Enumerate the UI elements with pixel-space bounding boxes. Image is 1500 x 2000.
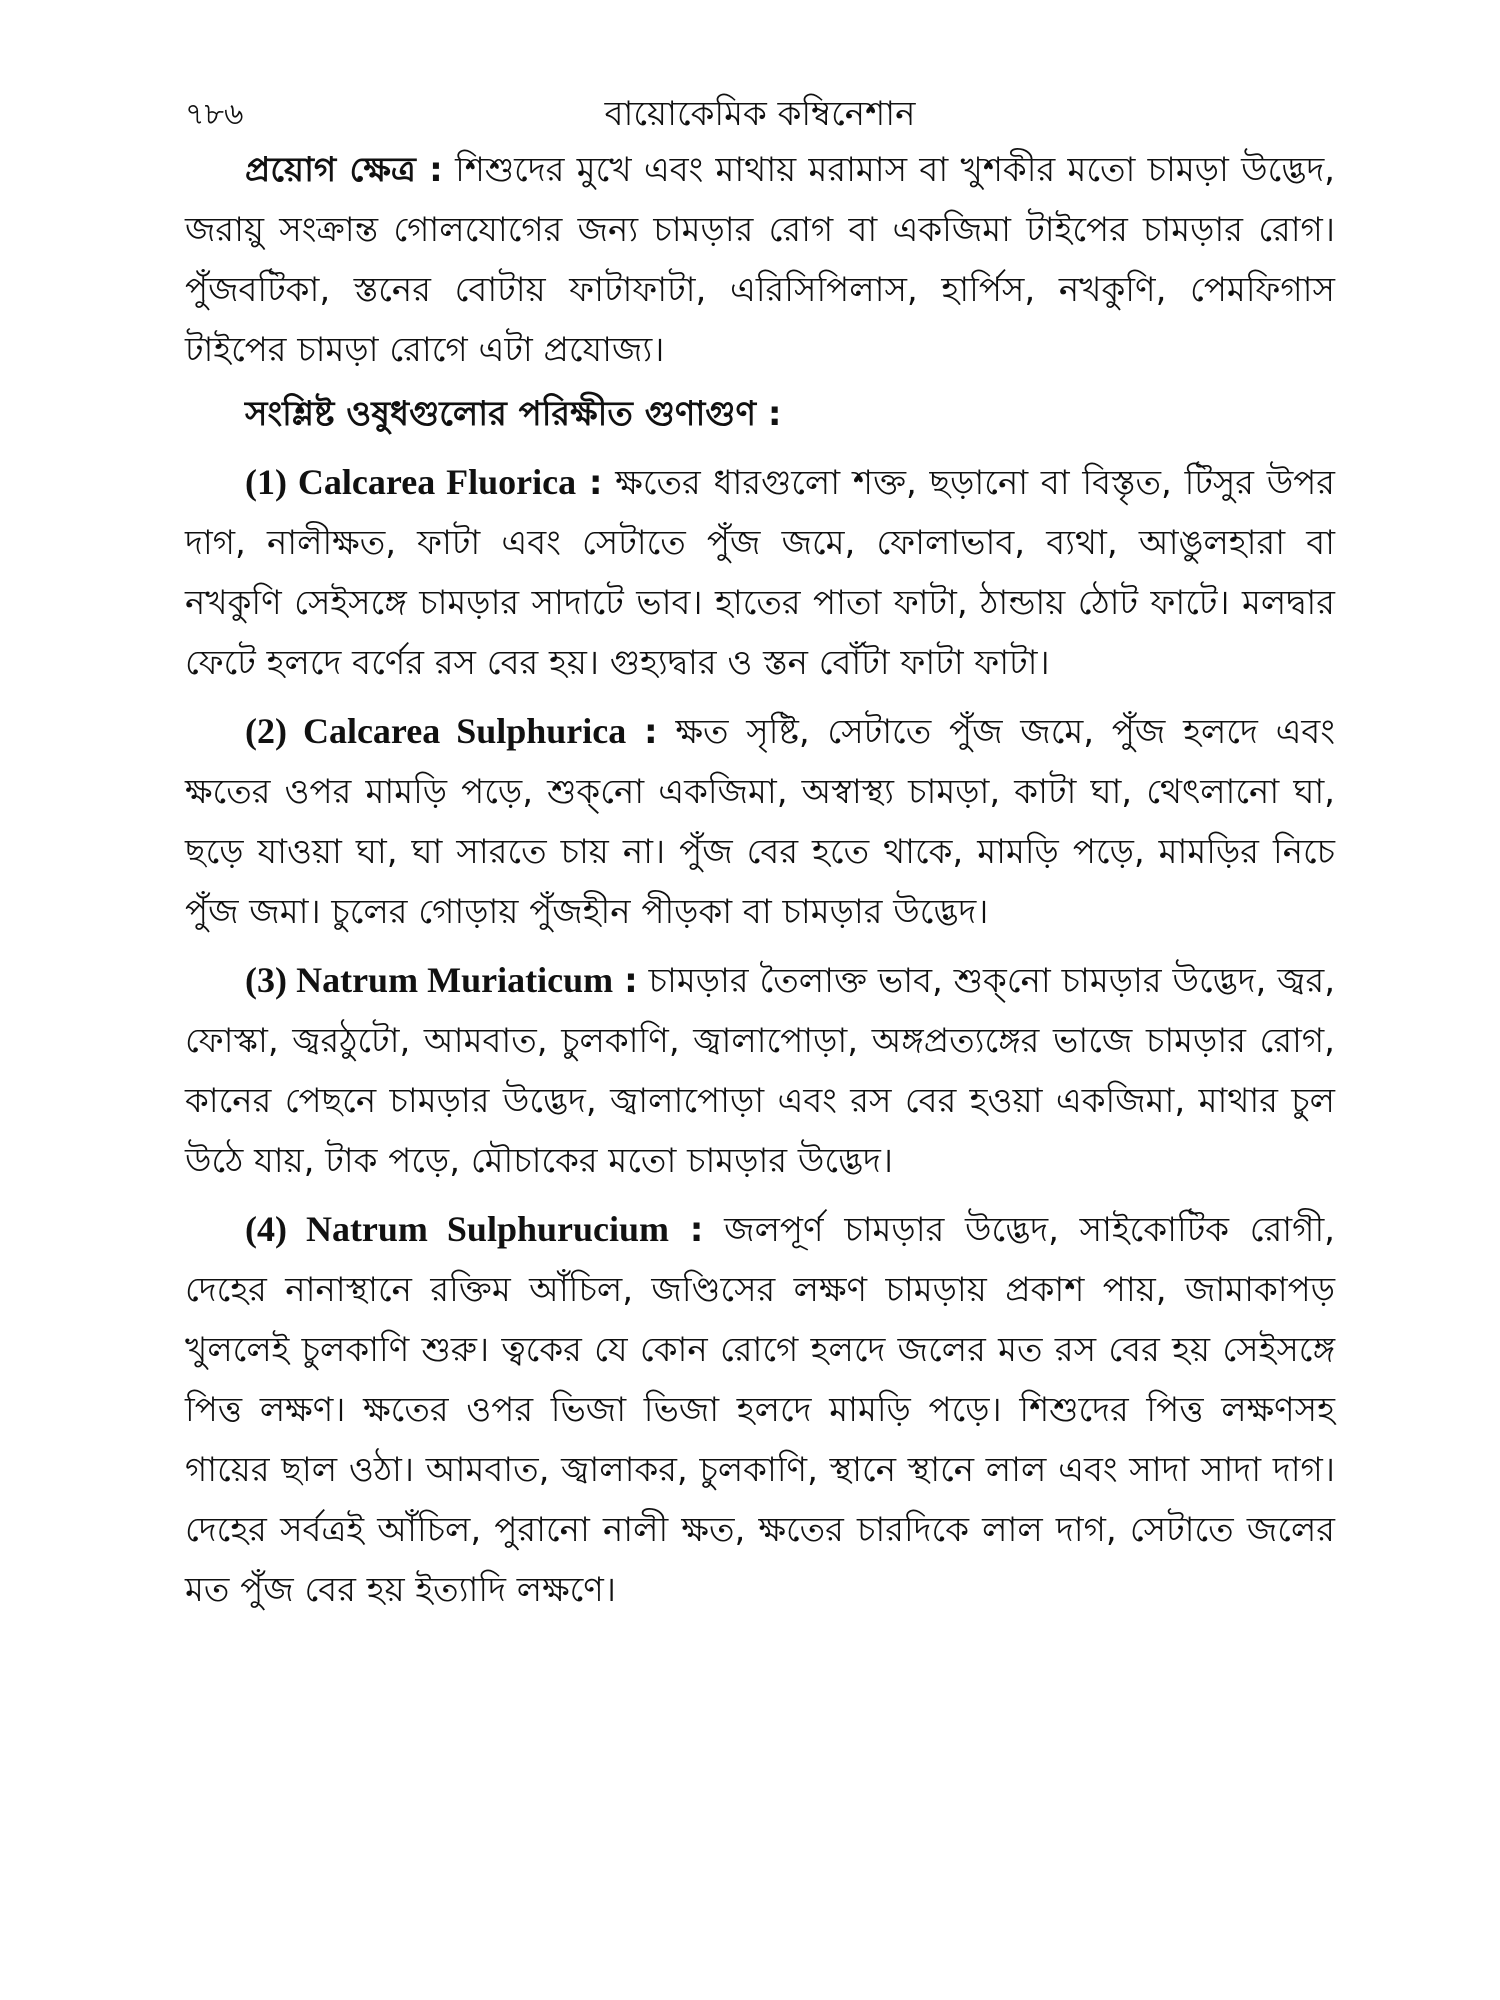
remedy-paragraph <box>185 1199 1335 1620</box>
running-title: বায়োকেমিক কম্বিনেশান <box>604 94 916 134</box>
page-number: ৭৮৬ <box>185 97 244 132</box>
remedy-separator: : <box>644 712 658 752</box>
remedy-name: (4) Natrum Sulphurucium <box>245 1209 669 1249</box>
remedy-separator: : <box>624 961 638 1001</box>
remedy-paragraph <box>185 452 1335 693</box>
remedy-separator: : <box>588 463 603 503</box>
remedy-name: (1) Calcarea Fluorica <box>245 462 577 502</box>
remedy-text: ক্ষত সৃষ্টি, সেটাতে পুঁজ জমে, পুঁজ হলদে এবং ক্ষতের ওপর মামড়ি পড়ে, শুক্‌নো একজিমা, অস্বাস্থ্য চামড়া, কাটা ঘা, থেৎলানো ঘা, ছড়ে যাওয়া ঘা, ঘা সারতে চায় না। পুঁজ বের হতে থাকে, মামড়ি পড়ে, মামড়ির নিচে পুঁজ জমা। চুলের গোড়ায় পুঁজহীন পীড়কা বা চামড়ার উদ্ভেদ। <box>185 712 1335 932</box>
application-paragraph <box>185 140 1335 380</box>
remedy-separator: : <box>689 1210 704 1250</box>
book-page <box>185 80 1335 1960</box>
application-label: প্রয়োগ ক্ষেত্র : <box>245 150 443 190</box>
remedy-text: জলপূর্ণ চামড়ার উদ্ভেদ, সাইকোটিক রোগী, দেহের নানাস্থানে রক্তিম আঁচিল, জণ্ডিসের লক্ষণ চামড়ায় প্রকাশ পায়, জামাকাপড় খুললেই চুলকাণি শুরু। ত্বকের যে কোন রোগে হলদে জলের মত রস বের হয় সেইসঙ্গে পিত্ত লক্ষণ। ক্ষতের ওপর ভিজা ভিজা হলদে মামড়ি পড়ে। শিশুদের পিত্ত লক্ষণসহ গায়ের ছাল ওঠা। আমবাত, জ্বালাকর, চুলকাণি, স্থানে স্থানে লাল এবং সাদা সাদা দাগ। দেহের সর্বত্রই আঁচিল, পুরানো নালী ক্ষত, ক্ষতের চারদিকে লাল দাগ, সেটাতে জলের মত পুঁজ বের হয় ইত্যাদি লক্ষণে। <box>185 1210 1335 1610</box>
page-header <box>185 80 1335 140</box>
remedy-text: ক্ষতের ধারগুলো শক্ত, ছড়ানো বা বিস্তৃত, টিসুর উপর দাগ, নালীক্ষত, ফাটা এবং সেটাতে পুঁজ জমে, ফোলাভাব, ব্যথা, আঙুলহারা বা নখকুণি সেইসঙ্গে চামড়ার সাদাটে ভাব। হাতের পাতা ফাটা, ঠান্ডায় ঠোট ফাটে। মলদ্বার ফেটে হলদে বর্ণের রস বের হয়। গুহ্যদ্বার ও স্তন বোঁটা ফাটা ফাটা। <box>185 463 1336 683</box>
remedy-paragraph <box>185 950 1335 1191</box>
application-text: শিশুদের মুখে এবং মাথায় মরামাস বা খুশকীর মতো চামড়া উদ্ভেদ, জরায়ু সংক্রান্ত গোলযোগের জন্য চামড়ার রোগ বা একজিমা টাইপের চামড়ার রোগ। পুঁজবটিকা, স্তনের বোটায় ফাটাফাটা, এরিসিপিলাস, হার্পিস, নখকুণি, পেমফিগাস টাইপের চামড়া রোগে এটা প্রযোজ্য। <box>185 150 1335 370</box>
remedy-name: (3) Natrum Muriaticum <box>245 960 614 1000</box>
section-subheading: সংশ্লিষ্ট ওষুধগুলোর পরিক্ষীত গুণাগুণ : <box>245 394 782 434</box>
remedy-text: চামড়ার তৈলাক্ত ভাব, শুক্‌নো চামড়ার উদ্ভেদ, জ্বর, ফোস্কা, জ্বরঠুটো, আমবাত, চুলকাণি, জ্বালাপোড়া, অঙ্গপ্রত্যঙ্গের ভাজে চামড়ার রোগ, কানের পেছনে চামড়ার উদ্ভেদ, জ্বালাপোড়া এবং রস বের হওয়া একজিমা, মাথার চুল উঠে যায়, টাক পড়ে, মৌচাকের মতো চামড়ার উদ্ভেদ। <box>185 961 1336 1181</box>
remedy-paragraph <box>185 701 1335 942</box>
remedy-name: (2) Calcarea Sulphurica <box>245 711 627 751</box>
